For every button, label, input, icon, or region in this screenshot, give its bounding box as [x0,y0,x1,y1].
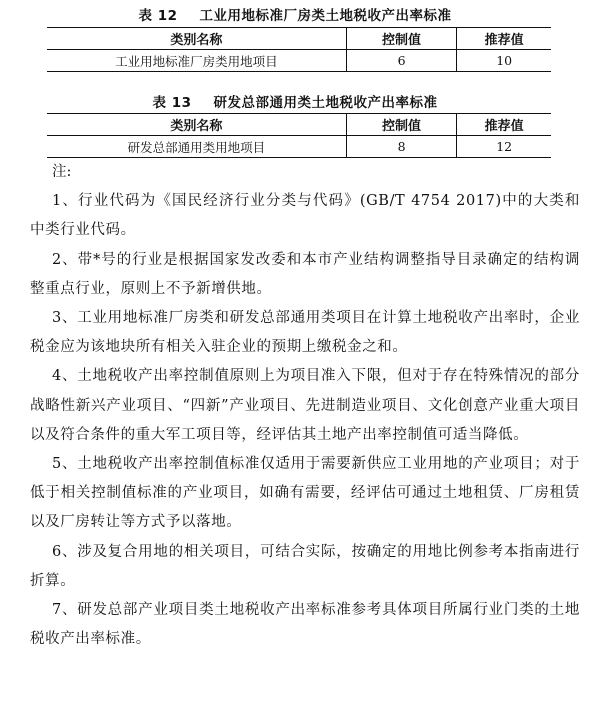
table-12-caption [0,4,590,24]
note-item-6: 6、涉及复合用地的相关项目，可结合实际，按确定的用地比例参考本指南进行折算。 [30,543,580,589]
note-item-5: 5、土地税收产出率控制值标准仅适用于需要新供应工业用地的产业项目；对于低于相关控制值标准的产业项目，如确有需要，经评估可通过土地租赁、厂房租赁以及厂房转让等方式予以落地。 [30,456,580,531]
table-13-number: 表 13 [152,95,192,111]
cell-control-value: 8 [346,136,457,158]
column-header-category: 类别名称 [47,28,346,50]
note-item-7: 7、研发总部产业项目类土地税收产出率标准参考具体项目所属行业门类的土地税收产出率标准。 [30,602,580,648]
cell-recommended-value: 10 [457,50,551,72]
note-item-4: 4、土地税收产出率控制值原则上为项目准入下限，但对于存在特殊情况的部分战略性新兴产业项目、“四新”产业项目、先进制造业项目、文化创意产业重大项目以及符合条件的重大军工项目等，经评估其土地产出率控制值可适当降低。 [30,368,580,443]
cell-category: 研发总部通用类用地项目 [127,139,266,155]
cell-control-value: 6 [346,50,457,72]
column-header-recommended-value: 推荐值 [457,28,551,50]
cell-recommended-value: 12 [457,136,551,158]
note-item-3: 3、工业用地标准厂房类和研发总部通用类项目在计算土地税收产出率时，企业税金应为该地块所有相关入驻企业的预期上缴税金之和。 [30,310,580,356]
column-header-control-value: 控制值 [346,114,457,136]
notes-heading: 注: [52,164,72,180]
table-header-row [47,114,551,136]
table-13 [47,113,551,158]
table-12-title: 工业用地标准厂房类土地税收产出率标准 [199,8,452,24]
column-header-recommended-value: 推荐值 [457,114,551,136]
table-header-row [47,28,551,50]
note-item-1: 1、行业代码为《国民经济行业分类与代码》(GB/T 4754 2017)中的大类和中类行业代码。 [30,193,580,239]
table-12 [47,27,551,72]
table-row [47,136,551,158]
table-12-number: 表 12 [138,8,178,24]
table-13-title: 研发总部通用类土地税收产出率标准 [213,95,438,111]
table-13-caption [0,91,590,111]
notes-section [30,158,580,654]
column-header-control-value: 控制值 [346,28,457,50]
cell-category: 工业用地标准厂房类用地项目 [115,53,278,69]
note-item-2: 2、带*号的行业是根据国家发改委和本市产业结构调整指导目录确定的结构调整重点行业，原则上不予新增供地。 [30,251,580,297]
table-row [47,50,551,72]
column-header-category: 类别名称 [47,114,346,136]
